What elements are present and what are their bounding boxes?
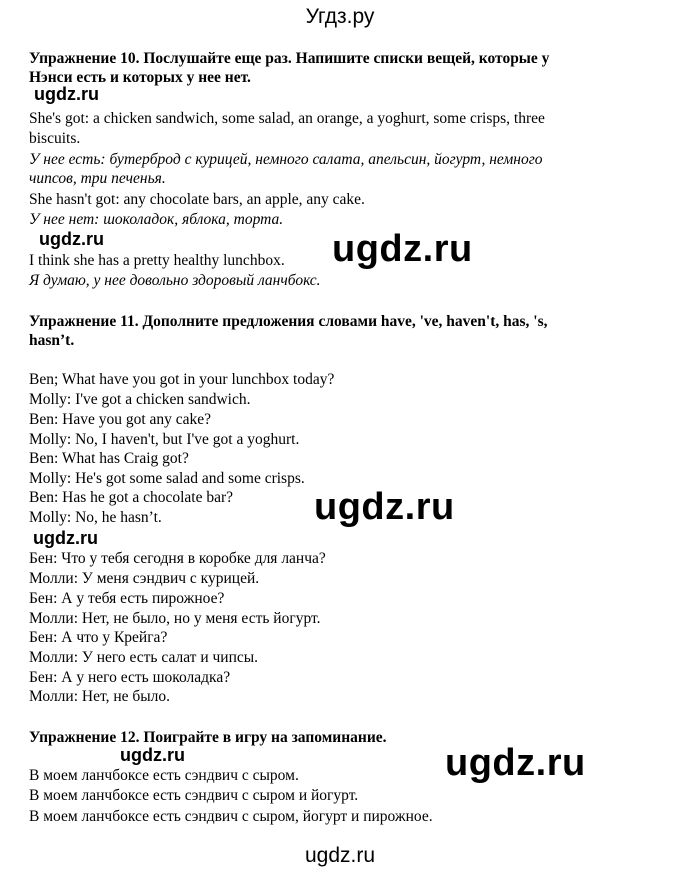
dialogue-line-ru: Молли: У меня сэндвич с курицей. [29, 570, 260, 587]
watermark-small-4: ugdz.ru [120, 745, 185, 765]
watermark-small-3: ugdz.ru [33, 528, 98, 548]
exercise-11-title [29, 312, 629, 350]
dialogue-line-ru: Молли: У него есть салат и чипсы. [29, 649, 259, 666]
ex10-line-translation: У нее есть: бутерброд с курицей, немного салата, апельсин, йогурт, немного [29, 151, 543, 168]
ex10-line-translation: чипсов, три печенья. [29, 170, 166, 187]
dialogue-line-ru: Бен: А что у Крейга? [29, 629, 168, 646]
dialogue-line-ru: Бен: А у тебя есть пирожное? [29, 590, 225, 607]
dialogue-line-en: Ben: Have you got any cake? [29, 411, 212, 428]
watermark-big-1: ugdz.ru [332, 228, 473, 270]
watermark-big-2: ugdz.ru [314, 486, 455, 528]
watermark-big-3: ugdz.ru [445, 742, 586, 784]
ex12-line: В моем ланчбоксе есть сэндвич с сыром, йогурт и пирожное. [29, 808, 433, 825]
footer-watermark: ugdz.ru [304, 844, 376, 867]
dialogue-line-ru: Молли: Нет, не было, но у меня есть йогурт. [29, 610, 321, 627]
exercise-10-title-line-2: Нэнси есть и которых у нее нет. [29, 69, 251, 86]
dialogue-line-en: Ben: Has he got a chocolate bar? [29, 489, 233, 506]
exercise-12-title: Упражнение 12. Поиграйте в игру на запоминание. [29, 729, 387, 746]
exercise-11-title-line-1: Упражнение 11. Дополните предложения словами have, 've, haven't, has, 's, [29, 313, 548, 330]
watermark-small-2: ugdz.ru [39, 229, 104, 249]
ex10-line-translation: Я думаю, у нее довольно здоровый ланчбокс. [29, 272, 321, 289]
dialogue-line-ru: Молли: Нет, не было. [29, 688, 171, 705]
dialogue-line-en: Molly: I've got a chicken sandwich. [29, 391, 251, 408]
exercise-10-title-line-1: Упражнение 10. Послушайте еще раз. Напишите списки вещей, которые у [29, 50, 550, 67]
dialogue-line-en: Molly: No, he hasn’t. [29, 509, 162, 526]
exercise-10-title [29, 49, 629, 87]
ex10-line-translation: У нее нет: шоколадок, яблока, торта. [29, 211, 284, 228]
dialogue-line-en: Molly: He's got some salad and some crisps. [29, 470, 305, 487]
dialogue-line-ru: Бен: А у него есть шоколадка? [29, 669, 231, 686]
ex10-line: She hasn't got: any chocolate bars, an apple, any cake. [29, 191, 365, 208]
ex10-line: biscuits. [29, 130, 81, 147]
ex10-line: She's got: a chicken sandwich, some salad, an orange, a yoghurt, some crisps, three [29, 110, 545, 127]
ex10-line: I think she has a pretty healthy lunchbox. [29, 252, 285, 269]
dialogue-line-en: Ben; What have you got in your lunchbox today? [29, 371, 335, 388]
ex12-line: В моем ланчбоксе есть сэндвич с сыром и йогурт. [29, 787, 359, 804]
dialogue-line-ru: Бен: Что у тебя сегодня в коробке для ланча? [29, 550, 326, 567]
dialogue-line-en: Ben: What has Craig got? [29, 450, 189, 467]
watermark-small-1: ugdz.ru [34, 84, 99, 104]
site-title: Угдз.ру [305, 5, 375, 28]
ex12-line: В моем ланчбоксе есть сэндвич с сыром. [29, 767, 299, 784]
exercise-11-title-line-2: hasn’t. [29, 332, 75, 349]
dialogue-line-en: Molly: No, I haven't, but I've got a yoghurt. [29, 431, 300, 448]
